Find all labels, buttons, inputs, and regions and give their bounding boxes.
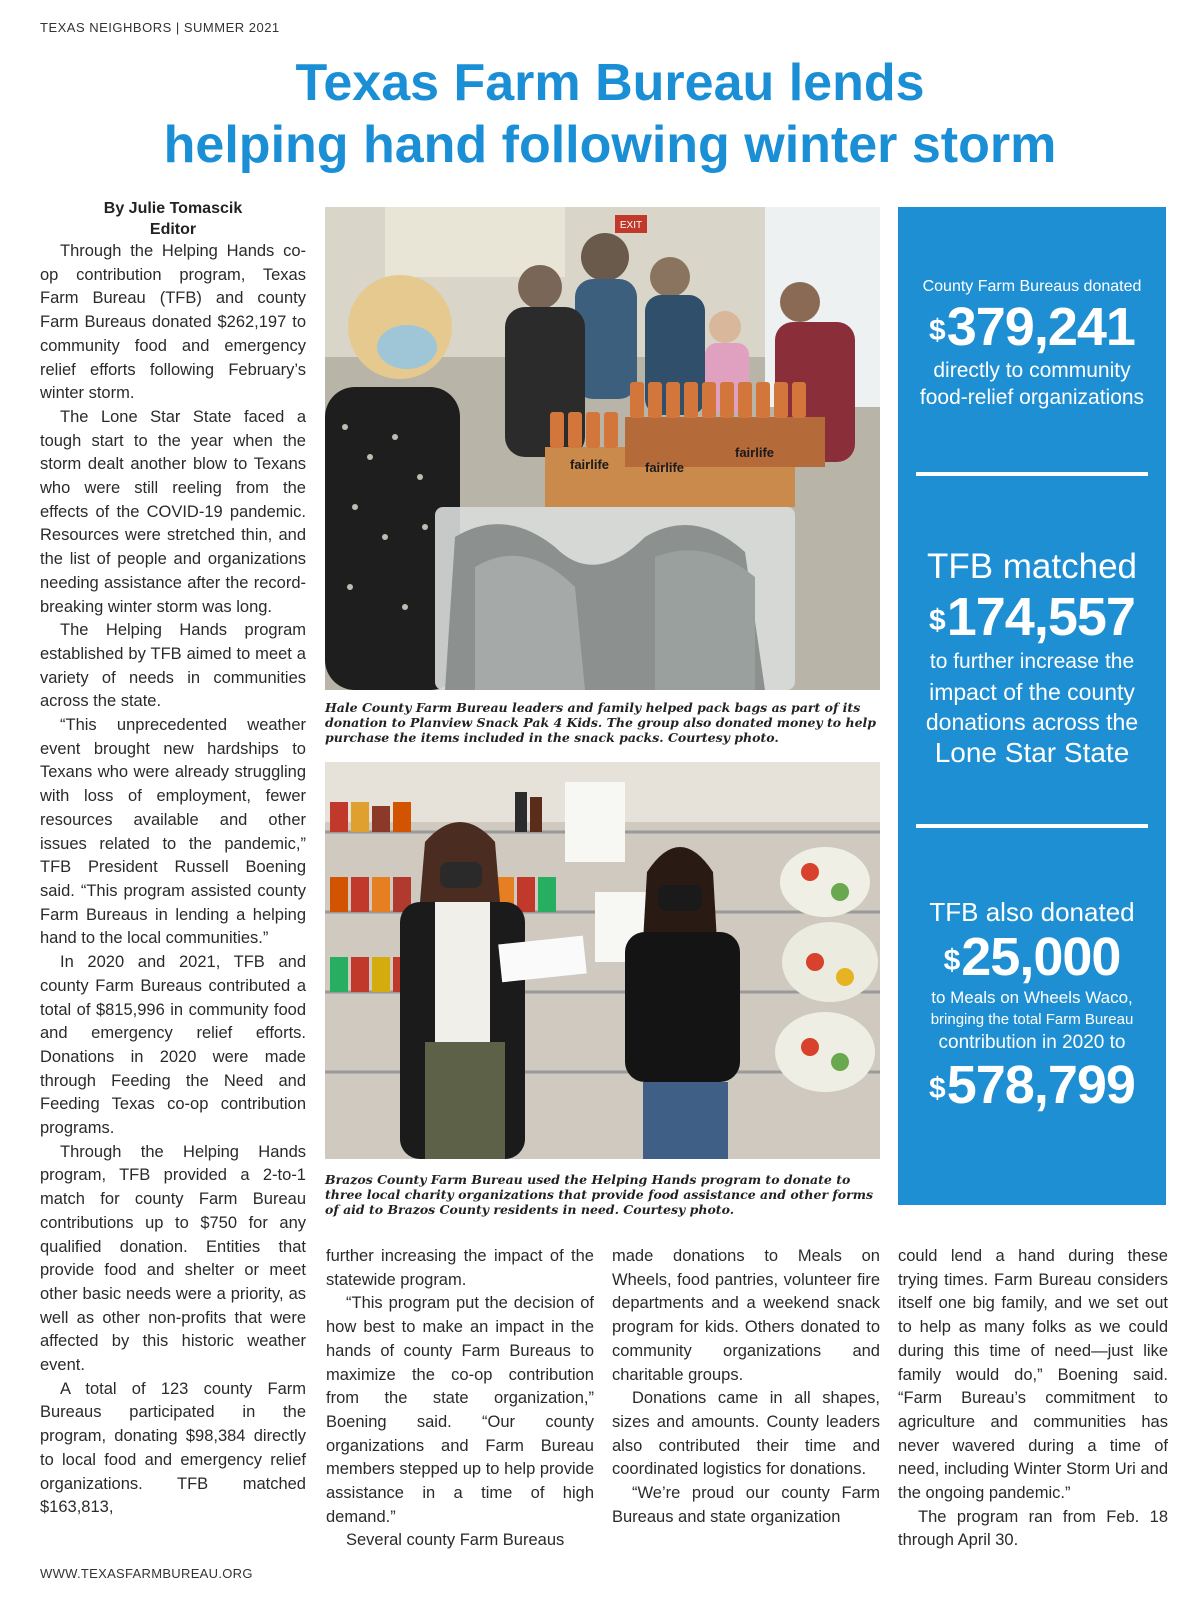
sidebar-divider [916,824,1148,828]
photo-caption-1: Hale County Farm Bureau leaders and family helped pack bags as part of its donation to Planview Snack Pak 4 Kids. The group also donated money to help purchase the items included in the snack packs. Courtesy photo. [325,700,877,745]
stat3-line3: contribution in 2020 to [938,1032,1126,1053]
stat1-line1: directly to community [933,359,1131,382]
currency-symbol: $ [929,604,945,637]
paragraph: “This unprecedented weather event brought new hardships to Texans who were already struggling with loss of employment, fewer resources available and other issues related to the pandemic,” TFB President Russell Boening said. “This program assisted county Farm Bureaus in lending a helping hand to the local communities.” [40,716,306,948]
stat-tfb-matched [898,547,1166,769]
crate-label-1: fairlife [570,457,610,472]
paragraph: could lend a hand during these trying times. Farm Bureau considers itself one big family, and we set out to help as many folks as we could during this time of need—just like family would do,” Boening said. “Farm Bureau’s commitment to agriculture and communities has never wavered during a time of need, including Winter Storm Uri and the ongoing pandemic.” [898,1247,1168,1503]
stat2-line3: donations across the [925,709,1139,735]
paragraph: “This program put the decision of how best to make an impact in the hands of county Farm Bureaus to maximize the co-op contribution from the state organization,” Boening said. “Our county organizations and Farm Bureau members stepped up to help provide assistance in a time of high demand.” [326,1294,594,1526]
stat2-line4: Lone Star State [934,737,1130,768]
paragraph: Several county Farm Bureaus [346,1531,565,1550]
article-column-1 [40,198,306,1520]
paragraph: Through the Helping Hands co-op contribution program, Texas Farm Bureau (TFB) and county Farm Bureaus donated $262,197 to community food and emergency relief efforts following February’s winter storm. [40,242,306,403]
article-column-2 [326,1245,594,1553]
paragraph: made donations to Meals on Wheels, food pantries, volunteer fire departments and a weekend snack program for kids. Others donated to community organizations and charitable groups. [612,1247,880,1384]
crate-label-2: fairlife [645,460,685,475]
paragraph: The Helping Hands program established by TFB aimed to meet a variety of needs in communities across the state. [40,621,306,711]
stat-meals-on-wheels [898,897,1166,1115]
stat-county-donations [898,277,1166,411]
byline-author: By Julie Tomascik [103,200,243,217]
paragraph: A total of 123 county Farm Bureaus participated in the program, donating $98,384 directly to local food and emergency relief organizations. TFB matched $163,813, [40,1379,306,1517]
stat1-intro: County Farm Bureaus donated [922,278,1142,295]
stat3-total-value: 578,799 [946,1055,1135,1115]
paragraph: Through the Helping Hands program, TFB provided a 2-to-1 match for county Farm Bureau contributions up to $750 for any qualified donation. Entities that provide food and shelter or meet other basic needs were a priority, as well as other non-profits that were affected by this historic weather event. [40,1142,306,1375]
paragraph: Donations came in all shapes, sizes and amounts. County leaders also contributed their time and coordinated logistics for donations. [612,1389,880,1479]
photo-caption-2: Brazos County Farm Bureau used the Helping Hands program to donate to three local charity organizations that provide food assistance and other forms of aid to Brazos County residents in need. Courtesy photo. [325,1172,873,1217]
article-column-3 [612,1245,880,1529]
stat2-line1: to further increase the [929,650,1135,673]
stat3-line2: bringing the total Farm Bureau [930,1011,1134,1028]
photo-packing-illustration [325,207,880,690]
currency-symbol: $ [943,944,960,977]
sidebar-divider [916,472,1148,476]
byline-role: Editor [149,221,197,238]
headline-line-2: helping hand following winter storm [163,116,1057,174]
headline [40,52,1180,176]
paragraph: The program ran from Feb. 18 through April 30. [898,1507,1168,1550]
paragraph: further increasing the impact of the statewide program. [326,1247,594,1289]
exit-sign: EXIT [619,220,643,231]
paragraph: The Lone Star State faced a tough start to the year when the storm dealt another blow to Texans who were still reeling from the effects of the COVID-19 pandemic. Resources were stretched thin, and the list of people and organizations needing assistance after the record-breaking winter storm was long. [40,407,306,616]
currency-symbol: $ [929,1072,945,1105]
running-head: TEXAS NEIGHBORS | SUMMER 2021 [40,20,280,35]
stat2-amount [898,587,1166,647]
stat3-amount [898,927,1166,987]
stat3-amount-value: 25,000 [961,927,1121,987]
stat2-intro: TFB matched [926,547,1138,586]
footer-url: WWW.TEXASFARMBUREAU.ORG [40,1566,253,1581]
paragraph: In 2020 and 2021, TFB and county Farm Bureaus contributed a total of $815,996 in community food and emergency relief efforts. Donations in 2020 were made through Feeding the Need and Feeding Texas co-op contribution programs. [40,953,306,1138]
photo-check-presentation [325,762,880,1159]
stat1-line2: food-relief organizations [919,386,1145,409]
stat1-amount [898,297,1166,357]
headline-line-1: Texas Farm Bureau lends [295,54,925,112]
currency-symbol: $ [929,314,945,347]
stat2-amount-value: 174,557 [946,587,1135,647]
photo-pantry-illustration [325,762,880,1159]
paragraph: “We’re proud our county Farm Bureaus and state organization [612,1484,880,1526]
stat3-intro: TFB also donated [929,897,1135,927]
stat2-line2: impact of the county [929,679,1135,705]
article-column-4 [898,1245,1168,1553]
photo-packing-snack-bags [325,207,880,690]
crate-label-3: fairlife [735,445,775,460]
stat3-line1: to Meals on Wheels Waco, [931,988,1133,1007]
stat3-total [898,1055,1166,1115]
stat1-amount-value: 379,241 [946,297,1135,357]
stats-sidebar [898,207,1166,1205]
